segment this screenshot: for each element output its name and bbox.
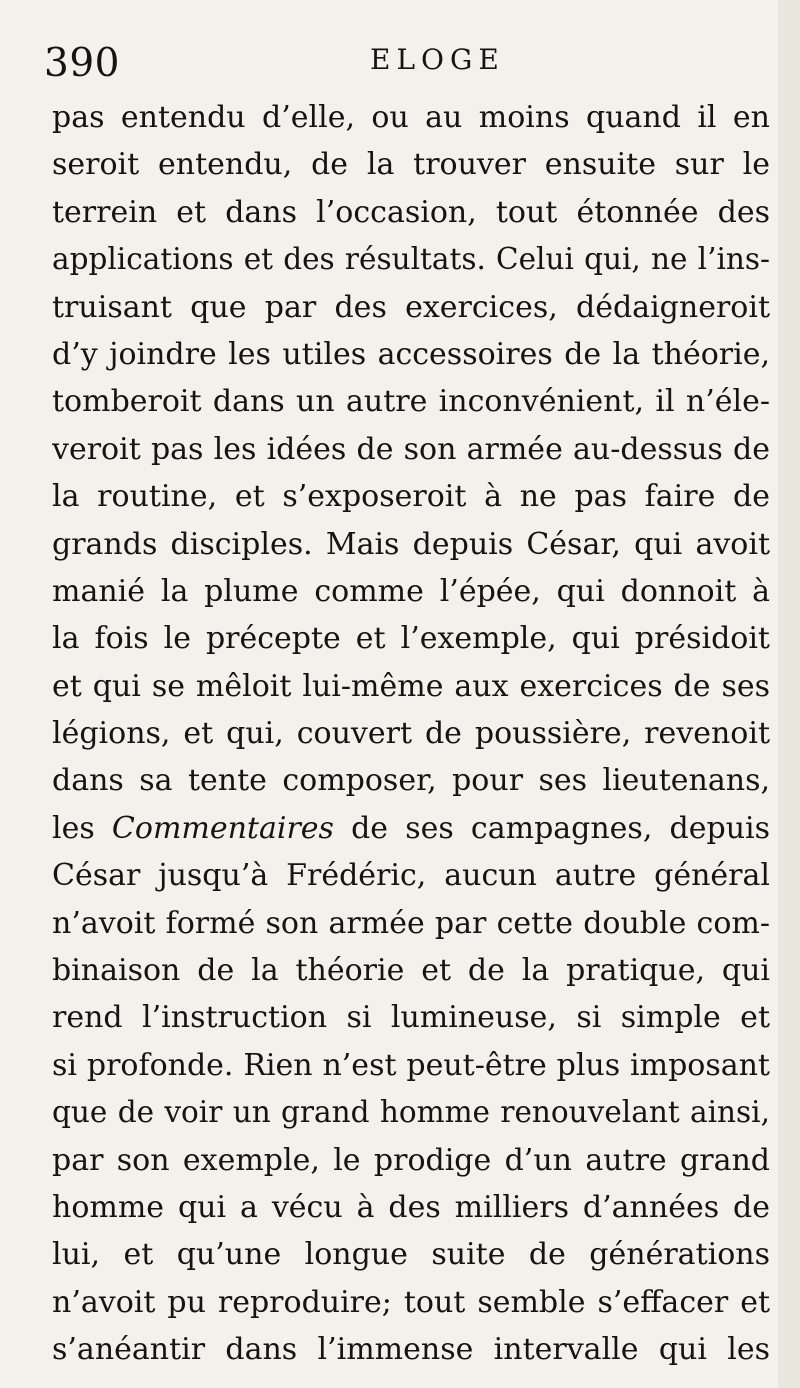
page-number: 390 (44, 41, 120, 86)
text-line: si profonde. Rien n’est peut-être plus imposant (52, 1047, 770, 1083)
text-line: lui, et qu’une longue suite de générations (52, 1237, 770, 1273)
italic-title: Commentaires (111, 810, 334, 846)
text-line: César jusqu’à Frédéric, aucun autre général (52, 858, 770, 894)
text-line: truisant que par des exercices, dédaigneroit (52, 289, 770, 325)
text-line: rend l’instruction si lumineuse, si simple et (52, 1000, 770, 1036)
text-line: d’y joindre les utiles accessoires de la théorie, (52, 336, 770, 372)
page-header (44, 40, 764, 88)
text-line: par son exemple, le prodige d’un autre grand (52, 1142, 770, 1178)
text-line: n’avoit formé son armée par cette double com- (52, 905, 770, 941)
text-line: terrein et dans l’occasion, tout étonnée des (52, 194, 770, 230)
text-line: que de voir un grand homme renouvelant ainsi, (52, 1095, 770, 1130)
text-segment: de ses campagnes, depuis (333, 810, 770, 846)
text-line: dans sa tente composer, pour ses lieutenans, (52, 763, 770, 799)
text-line: s’anéantir dans l’immense intervalle qui les (52, 1332, 770, 1368)
text-line: binaison de la théorie et de la pratique, qui (52, 953, 770, 989)
page-edge-shadow (778, 0, 800, 1388)
text-line: et qui se mêloit lui-même aux exercices de ses (52, 668, 770, 704)
text-line: la routine, et s’exposeroit à ne pas faire de (52, 479, 770, 515)
text-line: seroit entendu, de la trouver ensuite sur le (52, 147, 770, 183)
text-line: applications et des résultats. Celui qui, ne l’ins- (52, 242, 770, 277)
text-line: grands disciples. Mais depuis César, qui avoit (52, 526, 770, 562)
text-line: homme qui a vécu à des milliers d’années de (52, 1189, 770, 1225)
text-line: veroit pas les idées de son armée au-dessus de (52, 431, 770, 467)
text-line-with-italic (52, 805, 770, 852)
text-line: n’avoit pu reproduire; tout semble s’effacer et (52, 1284, 770, 1320)
text-line: tomberoit dans un autre inconvénient, il n’éle- (52, 384, 770, 420)
text-line: la fois le précepte et l’exemple, qui présidoit (52, 621, 770, 657)
text-segment: les (52, 810, 112, 846)
running-head: ELOGE (370, 43, 505, 76)
body-text (52, 94, 770, 1374)
text-line: légions, et qui, couvert de poussière, revenoit (52, 716, 770, 752)
text-line: manié la plume comme l’épée, qui donnoit à (52, 573, 770, 609)
text-line: pas entendu d’elle, ou au moins quand il en (52, 100, 770, 135)
